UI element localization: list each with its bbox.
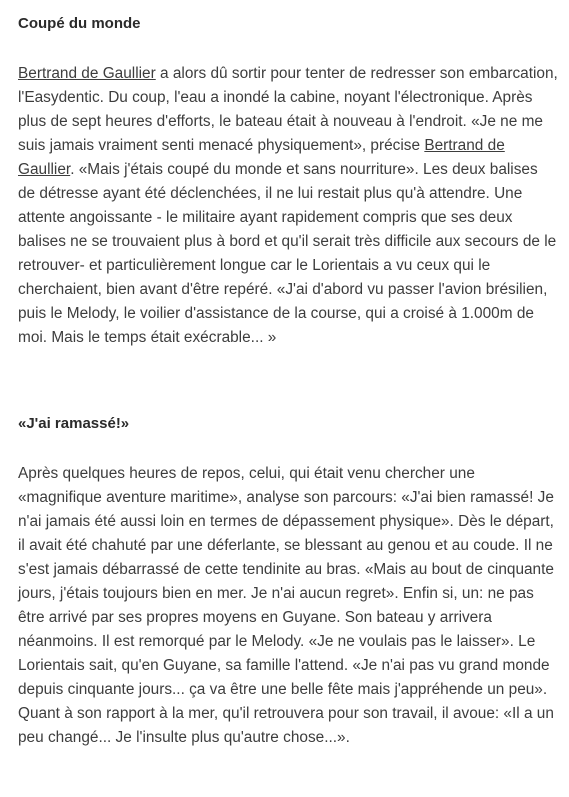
paragraph-coupe-du-monde bbox=[18, 62, 558, 350]
paragraph-text-part-1: a alors dû sortir pour tenter de redresser son embarcation, l'Easydentic. Du coup, l'eau a inondé la cabine, noyant l'électronique. Après plus de sept heures d'efforts, le bateau était à nouveau à l'endroit. «Je ne me suis jamais vraiment senti menacé physiquement», précise bbox=[18, 65, 558, 154]
author-link-bertrand-de-gaullier[interactable]: Bertrand de Gaullier bbox=[18, 65, 156, 82]
author-link-bertrand-de-gaullier-2[interactable]: Bertrand de Gaullier bbox=[18, 137, 505, 178]
section-heading-jai-ramasse: «J'ai ramassé!» bbox=[18, 415, 130, 432]
section-heading-coupe-du-monde: Coupé du monde bbox=[18, 15, 141, 32]
paragraph-jai-ramasse: Après quelques heures de repos, celui, qui était venu chercher une «magnifique aventure maritime», analyse son parcours: «J'ai bien ramassé! Je n'ai jamais été aussi loin en termes de dépassement physique». Dès le départ, il avait été chahuté par une déferlante, se blessant au genou et au coude. Il ne s'est jamais débarrassé de cette tendinite au bras. «Mais au bout de cinquante jours, j'étais toujours bien en mer. Je n'ai aucun regret». Enfin si, un: ne pas être arrivé par ses propres moyens en Guyane. Son bateau y arrivera néanmoins. Il est remorqué par le Melody. «Je ne voulais pas le laisser». Le Lorientais sait, qu'en Guyane, sa famille l'attend. «Je n'ai pas vu grand monde depuis cinquante jours... ça va être une belle fête mais j'appréhende un peu». Quant à son rapport à la mer, qu'il retrouvera pour son travail, il avoue: «Il a un peu changé... Je l'insulte plus qu'autre chose...». bbox=[18, 465, 554, 746]
paragraph-text-part-2: . «Mais j'étais coupé du monde et sans nourriture». Les deux balises de détresse ayant été déclenchées, il ne lui restait plus qu'à attendre. Une attente angoissante - le militaire ayant rapidement compris que ses deux balises ne se trouvaient plus à bord et qu'il serait très difficile aux secours de le retrouver- et particulièrement longue car le Lorientais a vu ceux qui le cherchaient, bien avant d'être repéré. «J'ai d'abord vu passer l'avion brésilien, puis le Melody, le voilier d'assistance de la course, qui a croisé à 1.000m de moi. Mais le temps était exécrable... » bbox=[18, 161, 557, 346]
